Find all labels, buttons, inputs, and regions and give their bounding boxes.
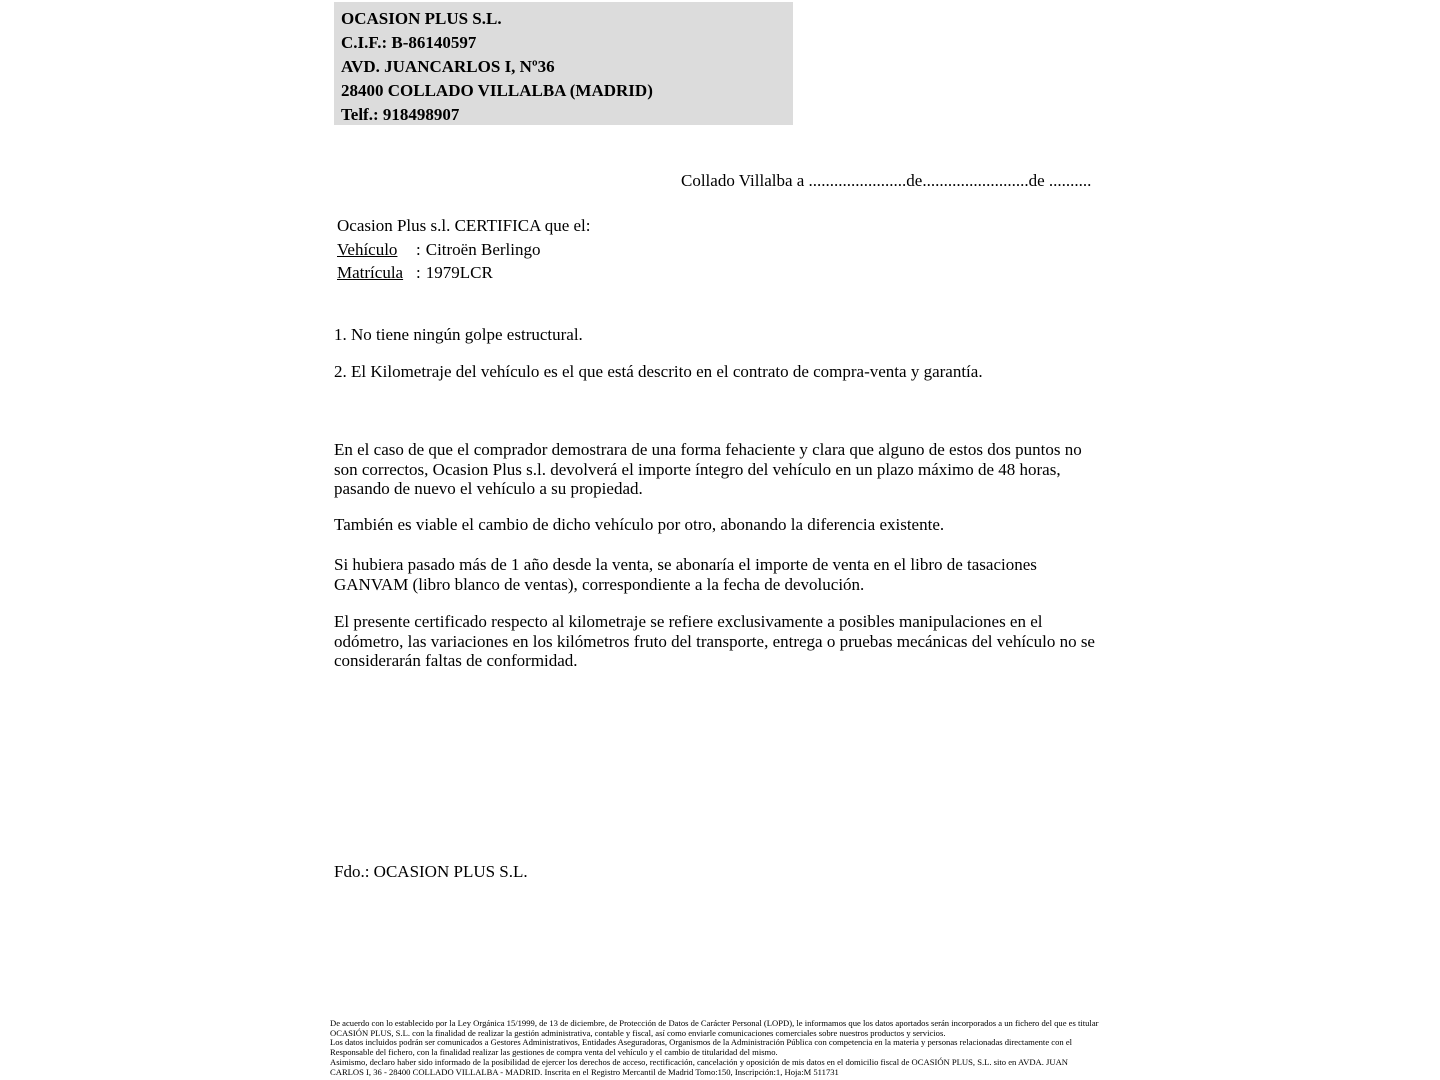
vehicle-field-separator: :: [416, 239, 421, 259]
odometer-paragraph: El presente certificado respecto al kilometraje se refiere exclusivamente a posibles manipulaciones en el odómetro, las variaciones en los kilómetros fruto del transporte, entrega o pruebas mecánicas del vehículo no se considerarán faltas de conformidad.: [334, 612, 1095, 671]
vehicle-field-row: [337, 238, 591, 262]
certified-point-2: 2. El Kilometraje del vehículo es el que está descrito en el contrato de compra-venta y garantía.: [334, 362, 983, 381]
vehicle-field-label: Vehículo: [337, 239, 398, 259]
legal-notice: [330, 1019, 1103, 1077]
legal-notice-paragraph-data-sharing: Los datos incluidos podrán ser comunicados a Gestores Administrativos, Entidades Aseguradoras, Organismos de la Administración Pública con competencia en la materia y personas relacionadas directamente con el Responsable del fichero, con la finalidad realizar las gestiones de compra venta del vehículo y el cambio de titularidad del mismo.: [330, 1037, 1073, 1058]
company-cif: C.I.F.: B-86140597: [341, 33, 477, 52]
legal-notice-paragraph-lopd: De acuerdo con lo establecido por la Ley Orgánica 15/1999, de 13 de diciembre, de Protección de Datos de Carácter Personal (LOPD), le informamos que los datos aportados serán incorporados a un fichero del que es titular OCASIÓN PLUS, S.L. con la finalidad de realizar la gestión administrativa, contable y fiscal, así como enviarle comunicaciones comerciales sobre nuestros productos y servicios.: [330, 1018, 1099, 1038]
certified-point-1: 1. No tiene ningún golpe estructural.: [334, 325, 583, 344]
ganvam-paragraph: Si hubiera pasado más de 1 año desde la venta, se abonaría el importe de venta en el libro de tasaciones GANVAM (libro blanco de ventas), correspondiente a la fecha de devolución.: [334, 555, 1037, 594]
certificate-intro: Ocasion Plus s.l. CERTIFICA que el:: [337, 216, 591, 235]
company-city: 28400 COLLADO VILLALBA (MADRID): [341, 81, 653, 100]
plate-field-label: Matrícula: [337, 263, 404, 282]
refund-paragraph: En el caso de que el comprador demostrara de una forma fehaciente y clara que alguno de estos dos puntos no son correctos, Ocasion Plus s.l. devolverá el importe íntegro del vehículo en un plazo máximo de 48 horas, pasando de nuevo el vehículo a su propiedad.: [334, 440, 1082, 499]
certificate-block: [337, 214, 591, 285]
plate-field-row: [337, 261, 591, 285]
company-address: AVD. JUANCARLOS I, Nº36: [341, 57, 555, 76]
company-name: OCASION PLUS S.L.: [341, 9, 502, 28]
company-phone: Telf.: 918498907: [341, 105, 460, 124]
legal-notice-paragraph-rights: Asimismo, declaro haber sido informado de la posibilidad de ejercer los derechos de acceso, rectificación, cancelación y oposición de mis datos en el domicilio fiscal de OCASIÓN PLUS, S.L. sito en AVDA. JUAN CARLOS I, 36 - 28400 COLLADO VILLALBA - MADRID. Inscrita en el Registro Mercantil de Madrid Tomo:150, Inscripción:1, Hoja:M 511731: [330, 1056, 1069, 1077]
vehicle-field-value: Citroën Berlingo: [425, 239, 541, 259]
signature-line: Fdo.: OCASION PLUS S.L.: [334, 862, 528, 881]
plate-field-separator: :: [416, 263, 421, 282]
exchange-paragraph: También es viable el cambio de dicho vehículo por otro, abonando la diferencia existente.: [334, 515, 945, 534]
date-line: Collado Villalba a .......................de.........................de ..........: [681, 171, 1092, 190]
plate-field-value: 1979LCR: [425, 263, 493, 282]
company-header-box: [334, 2, 793, 125]
